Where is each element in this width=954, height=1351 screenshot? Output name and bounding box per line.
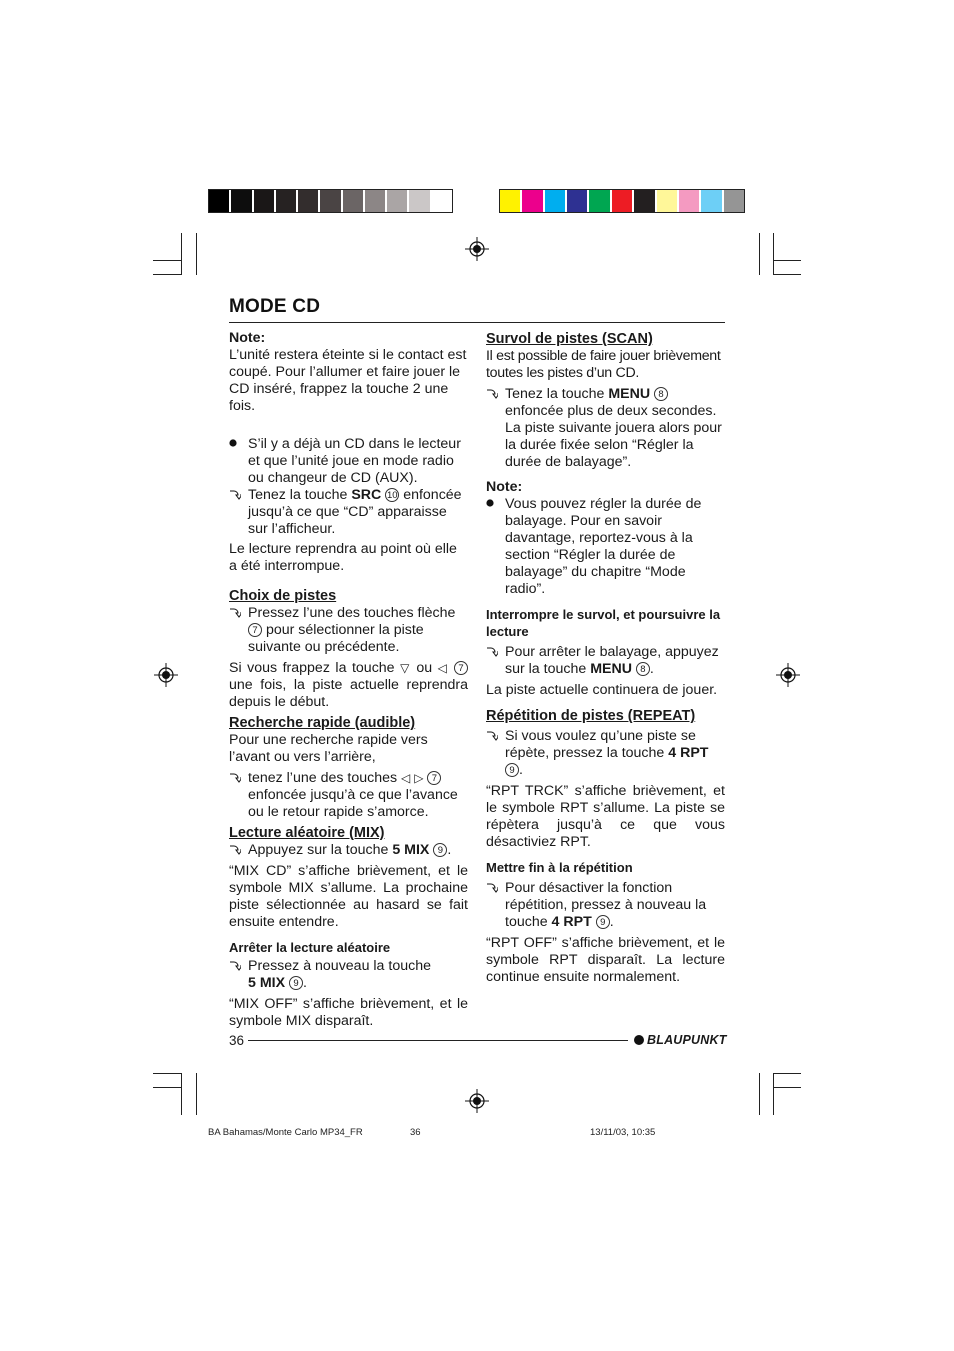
arrow-step-icon <box>486 728 500 741</box>
calibration-swatch <box>409 190 431 212</box>
slug-file: BA Bahamas/Monte Carlo MP34_FR <box>208 1127 363 1138</box>
key-number-badge: 9 <box>433 843 447 857</box>
heading-repetition-de-pistes: Répétition de pistes (REPEAT) <box>486 708 696 724</box>
calibration-swatch <box>567 190 589 212</box>
step-item: Pour arrêter le balayage, appuyez sur la touche MENU 8 . <box>486 644 725 678</box>
calibration-swatch <box>320 190 342 212</box>
calibration-swatch <box>231 190 253 212</box>
crop-mark <box>196 1073 197 1115</box>
calibration-swatch <box>343 190 365 212</box>
arrow-step-icon <box>486 880 500 893</box>
crop-mark <box>773 233 774 275</box>
bullet-icon <box>229 436 243 447</box>
heading-choix-de-pistes: Choix de pistes <box>229 588 337 604</box>
crop-mark <box>759 1073 760 1115</box>
grayscale-calibration-bar <box>208 189 453 213</box>
left-column <box>229 330 468 1030</box>
crop-mark <box>759 233 760 275</box>
calibration-swatch <box>276 190 298 212</box>
bullet-icon <box>486 496 500 507</box>
slug-date: 13/11/03, 10:35 <box>590 1127 656 1138</box>
calibration-swatch <box>500 190 522 212</box>
step-item: Tenez la touche SRC 10 enfoncée jusqu’à ce que “CD” apparaisse sur l’afficheur. <box>229 487 468 538</box>
calibration-swatch <box>387 190 409 212</box>
arrow-step-icon <box>229 487 243 500</box>
down-triangle-icon: ▽ <box>400 661 411 675</box>
heading-interrompre-survol: Interrompre le survol, et poursuivre la lecture <box>486 607 721 639</box>
note-label: Note: <box>229 330 266 346</box>
repeat-off-paragraph: “RPT OFF” s’affiche brièvement, et le symbole RPT disparaît. La lecture continue ensuite normalement. <box>486 935 725 985</box>
page-number: 36 <box>229 1033 245 1048</box>
heading-recherche-rapide: Recherche rapide (audible) <box>229 715 416 731</box>
left-triangle-icon: ◁ <box>437 661 449 675</box>
calibration-swatch <box>724 190 744 212</box>
list-item: Vous pouvez régler la durée de balayage. Pour en savoir davantage, reportez-vous à la section “Régler la durée de balayage” du chapitre “Mode radio”. <box>486 496 725 598</box>
step-item: Tenez la touche MENU 8 enfoncée plus de deux secondes. La piste suivante jouera alors pour la durée fixée selon “Régler la durée de balayage”. <box>486 386 725 471</box>
heading-mettre-fin-repetition: Mettre fin à la répétition <box>486 860 633 875</box>
calibration-swatch <box>432 190 452 212</box>
registration-target-icon <box>465 1089 489 1113</box>
heading-survol-de-pistes: Survol de pistes (SCAN) <box>486 331 653 347</box>
arrow-step-icon <box>229 605 243 618</box>
page-title: MODE CD <box>229 296 321 317</box>
key-number-badge: 8 <box>636 662 650 676</box>
heading-lecture-aleatoire: Lecture aléatoire (MIX) <box>229 825 385 841</box>
calibration-swatch <box>298 190 320 212</box>
step-item: Pour désactiver la fonction répétition, pressez à nouveau la touche 4 RPT 9 . <box>486 880 725 931</box>
registration-target-icon <box>776 663 800 687</box>
arrow-step-icon <box>229 770 243 783</box>
crop-mark <box>181 1073 182 1115</box>
heading-arreter-lecture-aleatoire: Arrêter la lecture aléatoire <box>229 940 391 955</box>
step-item: Pressez l’une des touches flèche 7 pour sélectionner la piste suivante ou précédente. <box>229 605 468 656</box>
key-number-badge: 9 <box>289 976 303 990</box>
crop-mark <box>773 1073 774 1115</box>
color-calibration-bar <box>499 189 745 213</box>
crop-mark <box>196 233 197 275</box>
step-item: tenez l’une des touches ◁ ▷ 7 enfoncée jusqu’à ce que l’avance ou le retour rapide s’amorce. <box>229 770 468 821</box>
calibration-swatch <box>254 190 276 212</box>
registration-target-icon <box>465 237 489 261</box>
resume-text: Le lecture reprendra au point où elle a été interrompue. <box>229 541 457 574</box>
key-number-badge: 8 <box>654 387 668 401</box>
crop-mark <box>153 274 181 275</box>
scan-continue-text: La piste actuelle continuera de jouer. <box>486 682 718 698</box>
crop-mark <box>153 260 181 261</box>
right-column <box>486 330 725 986</box>
step-item: Pressez à nouveau la touche 5 MIX 9 . <box>229 958 468 992</box>
calibration-swatch <box>522 190 544 212</box>
crop-mark <box>181 233 182 275</box>
crop-mark <box>153 1073 181 1074</box>
right-triangle-icon: ▷ <box>414 771 424 785</box>
note-text: L’unité restera éteinte si le contact est coupé. Pour l’allumer et faire jouer le CD inséré, frappez la touche 2 une fois. <box>229 347 467 414</box>
footer-rule <box>248 1040 628 1041</box>
step-item: Si vous voulez qu’une piste se répète, pressez la touche 4 RPT 9 . <box>486 728 725 779</box>
key-number-badge: 7 <box>248 623 262 637</box>
title-rule <box>229 322 725 323</box>
mix-paragraph: “MIX CD” s’affiche brièvement, et le symbole MIX s’allume. La prochaine piste sélectionnée au hasard se fait ensuite entendre. <box>229 863 468 930</box>
arrow-step-icon <box>229 842 243 855</box>
calibration-swatch <box>589 190 611 212</box>
calibration-swatch <box>365 190 387 212</box>
arrow-step-icon <box>486 386 500 399</box>
calibration-swatch <box>634 190 656 212</box>
key-number-badge: 9 <box>596 915 610 929</box>
calibration-swatch <box>612 190 634 212</box>
calibration-swatch <box>209 190 231 212</box>
brand-logo: BLAUPUNKT <box>634 1033 727 1047</box>
calibration-swatch <box>701 190 723 212</box>
crop-mark <box>153 1087 181 1088</box>
left-triangle-icon: ◁ <box>401 771 411 785</box>
brand-dot-icon <box>634 1035 644 1045</box>
calibration-swatch <box>545 190 567 212</box>
key-number-badge: 10 <box>386 490 398 501</box>
mix-off-paragraph: “MIX OFF” s’affiche brièvement, et le symbole MIX disparaît. <box>229 996 468 1029</box>
repeat-paragraph: “RPT TRCK” s’affiche brièvement, et le symbole RPT s’allume. La piste se répètera jusqu’à ce que vous désactiviez RPT. <box>486 783 725 850</box>
step-item: Appuyez sur la touche 5 MIX 9 . <box>229 842 468 859</box>
crop-mark <box>773 274 801 275</box>
choix-paragraph: Si vous frappez la touche ▽ ou ◁ 7 une fois, la piste actuelle reprendra depuis le début. <box>229 660 468 710</box>
calibration-swatch <box>679 190 701 212</box>
slug-page: 36 <box>410 1127 421 1138</box>
crop-mark <box>773 1087 801 1088</box>
scan-intro: Il est possible de faire jouer brièvement toutes les pistes d’un CD. <box>486 348 721 381</box>
key-number-badge: 9 <box>505 763 519 777</box>
registration-target-icon <box>154 663 178 687</box>
key-number-badge: 7 <box>427 771 441 785</box>
list-item: S’il y a déjà un CD dans le lecteur et que l’unité joue en mode radio ou changeur de CD (AUX). <box>229 436 468 487</box>
crop-mark <box>773 1073 801 1074</box>
calibration-swatch <box>657 190 679 212</box>
arrow-step-icon <box>229 958 243 971</box>
note-label: Note: <box>486 479 523 495</box>
recherche-intro: Pour une recherche rapide vers l’avant ou vers l’arrière, <box>229 732 428 765</box>
crop-mark <box>773 260 801 261</box>
key-number-badge: 7 <box>454 661 468 675</box>
arrow-step-icon <box>486 644 500 657</box>
